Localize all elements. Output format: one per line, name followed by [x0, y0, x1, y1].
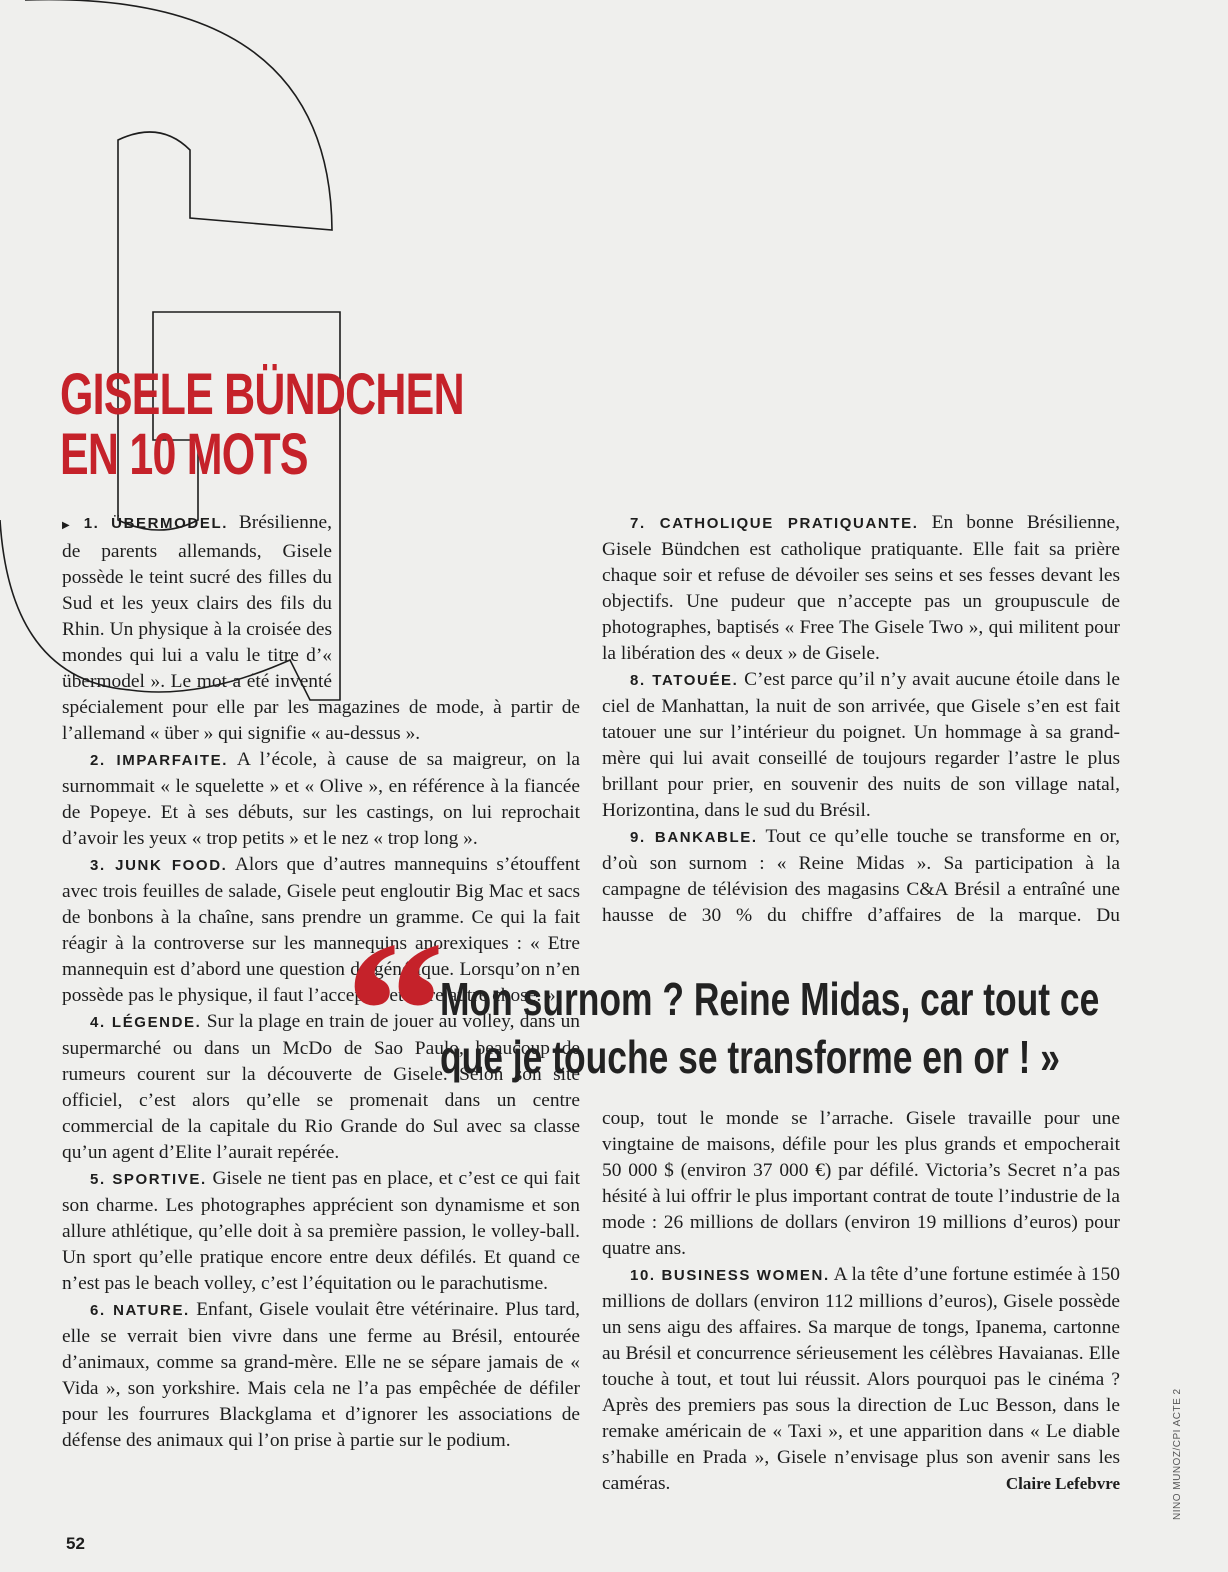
section-keyword: 8. TATOUÉE. [630, 672, 739, 689]
bullet-triangle-icon: ▶ [62, 520, 76, 531]
section-keyword: 1. ÜBERMODEL. [83, 515, 228, 532]
author-signature: Claire Lefebvre [1005, 1474, 1120, 1493]
photo-credit-text: NINO MUNOZ/CPI ACTE 2 [1172, 1388, 1183, 1520]
section-keyword: 6. NATURE. [90, 1302, 190, 1319]
section-10 [602, 1262, 1120, 1497]
text-column-right-bottom [602, 1106, 1120, 1497]
text-column-right-top [602, 510, 1120, 929]
section-text: Enfant, Gisele voulait être vétérinaire. Plus tard, elle se verrait bien vivre dans une ferme au Brésil, entourée d’animaux, comme sa grand-mère. Elle ne se sépare jamais de « Vida », son yorkshire. Mais cela ne l’a pas empêchée de défiler pour les fourrures Blackglama et d’ignorer les associations de défense des animaux qui l’on prise à partie sur le podium. [62, 1299, 580, 1451]
section-keyword: 10. BUSINESS WOMEN. [630, 1267, 830, 1284]
section-text: Tout ce qu’elle touche se transforme en or, d’où son surnom : « Reine Midas ». Sa participation à la campagne de télévision des magasins C&A Brésil a entraîné une hausse de 30 % du chiffre d’affaires de la marque. Du [602, 826, 1120, 926]
section-7 [602, 510, 1120, 667]
pull-quote [440, 970, 1099, 1086]
headline-line-2: EN 10 MOTS [60, 422, 308, 487]
pull-quote-line-1: Mon surnom ? Reine Midas, car tout ce [440, 973, 1100, 1025]
pull-quote-line-2: que je touche se transforme en or ! » [440, 1031, 1061, 1083]
article-headline [60, 362, 464, 487]
section-6 [62, 1297, 580, 1454]
section-text: Brésilienne, de parents allemands, Gisele possède le teint sucré des filles du Sud et les yeux clairs des fils du Rhin. Un physique à la croisée des mondes qui lui a valu le titre d’« übermodel ». Le mot a été inventé spécialement pour elle par les magazines de mode, à partir de l’allemand « über » qui signifie « au-dessus ». [62, 512, 580, 744]
section-text: C’est parce qu’il n’y avait aucune étoile dans le ciel de Manhattan, la nuit de son arrivée, que Gisele s’en est fait tatouer une sur l’intérieur du poignet. Un hommage à sa grand-mère qui lui avait conseillé de toujours regarder l’astre le plus brillant pour prier, en souvenir des nuits de son village natal, Horizontina, dans le sud du Brésil. [602, 669, 1120, 821]
section-text: Gisele ne tient pas en place, et c’est ce qui fait son charme. Les photographes apprécient son dynamisme et son allure athlétique, qu’elle doit à sa première passion, le volley-ball. Un sport qu’elle pratique encore entre deux défilés. Et quand ce n’est pas le beach volley, c’est l’équitation ou le parachutisme. [62, 1168, 580, 1294]
section-9 [602, 824, 1120, 929]
page-number: 52 [66, 1534, 85, 1553]
section-keyword: 2. IMPARFAITE. [90, 752, 229, 769]
section-text: Sur la plage en train de jouer au volley, dans un supermarché ou dans un McDo de Sao Paulo, beaucoup de rumeurs courent sur la découverte de Gisele. Selon son site officiel, c’est alors qu’elle se promenait dans un centre commercial de la capitale du Rio Grande do Sul avec sa classe qu’un agent d’Elite l’aurait repérée. [62, 1011, 580, 1163]
section-9-continuation: coup, tout le monde se l’arrache. Gisele travaille pour une vingtaine de maisons, défile pour les plus grands et empocherait 50 000 $ (environ 37 000 €) par défilé. Victoria’s Secret n’a pas hésité à lui offrir le plus important contrat de toute l’industrie de la mode : 26 millions de dollars (environ 19 millions d’euros) pour quatre ans. [602, 1108, 1120, 1259]
section-5 [62, 1166, 580, 1297]
pull-quote-spacer [332, 510, 580, 690]
section-text: En bonne Brésilienne, Gisele Bündchen est catholique pratiquante. Elle fait sa prière chaque soir et refuse de dévoiler ses seins et ses fesses devant les objectifs. Une pudeur que n’accepte pas un groupuscule de photographes, baptisés « Free The Gisele Two », qui militent pour la libération des « deux » de Gisele. [602, 512, 1120, 664]
headline-line-1: GISELE BÜNDCHEN [60, 362, 464, 427]
section-text: A l’école, à cause de sa maigreur, on la surnommait « le squelette » et « Olive », en référence à la fiancée de Popeye. Et à ses débuts, sur les castings, on lui reprochait d’avoir les yeux « trop petits » et le nez « trop long ». [62, 749, 581, 849]
section-keyword: 5. SPORTIVE. [90, 1171, 207, 1188]
section-keyword: 9. BANKABLE. [630, 829, 758, 846]
section-text: A la tête d’une fortune estimée à 150 millions de dollars (environ 112 millions d’euros), Gisele possède un sens aigu des affaires. Sa marque de tongs, Ipanema, cartonne au Brésil et concurrence sérieusement les célèbres Havaianas. Elle touche à tout, et tout lui réussit. Alors pourquoi pas le cinéma ? Après des premiers pas sous la direction de Luc Besson, dans le remake américain de « Taxi », et une apparition dans « Le diable s’habille en Prada », Gisele n’envisage plus son avenir sans les caméras. [602, 1264, 1120, 1494]
pull-quote-open-mark: “ [345, 901, 431, 1122]
section-keyword: 4. LÉGENDE. [90, 1014, 202, 1031]
section-text: Alors que d’autres mannequins s’étouffent avec trois feuilles de salade, Gisele peut engloutir Big Mac et sacs de bonbons à la chaîne, sans prendre un gramme. Ce qui la fait réagir à la controverse sur les mannequins anorexiques : « Etre mannequin est d’abord une question de génétique. Lorsqu’on n’en possède pas le physique, il faut l’accepter et faire autre chose. » [62, 854, 581, 1006]
section-8 [602, 667, 1120, 824]
section-keyword: 7. CATHOLIQUE PRATIQUANTE. [630, 515, 919, 532]
section-2 [62, 747, 580, 852]
photo-credit [1172, 1380, 1188, 1520]
section-keyword: 3. JUNK FOOD. [90, 857, 228, 874]
